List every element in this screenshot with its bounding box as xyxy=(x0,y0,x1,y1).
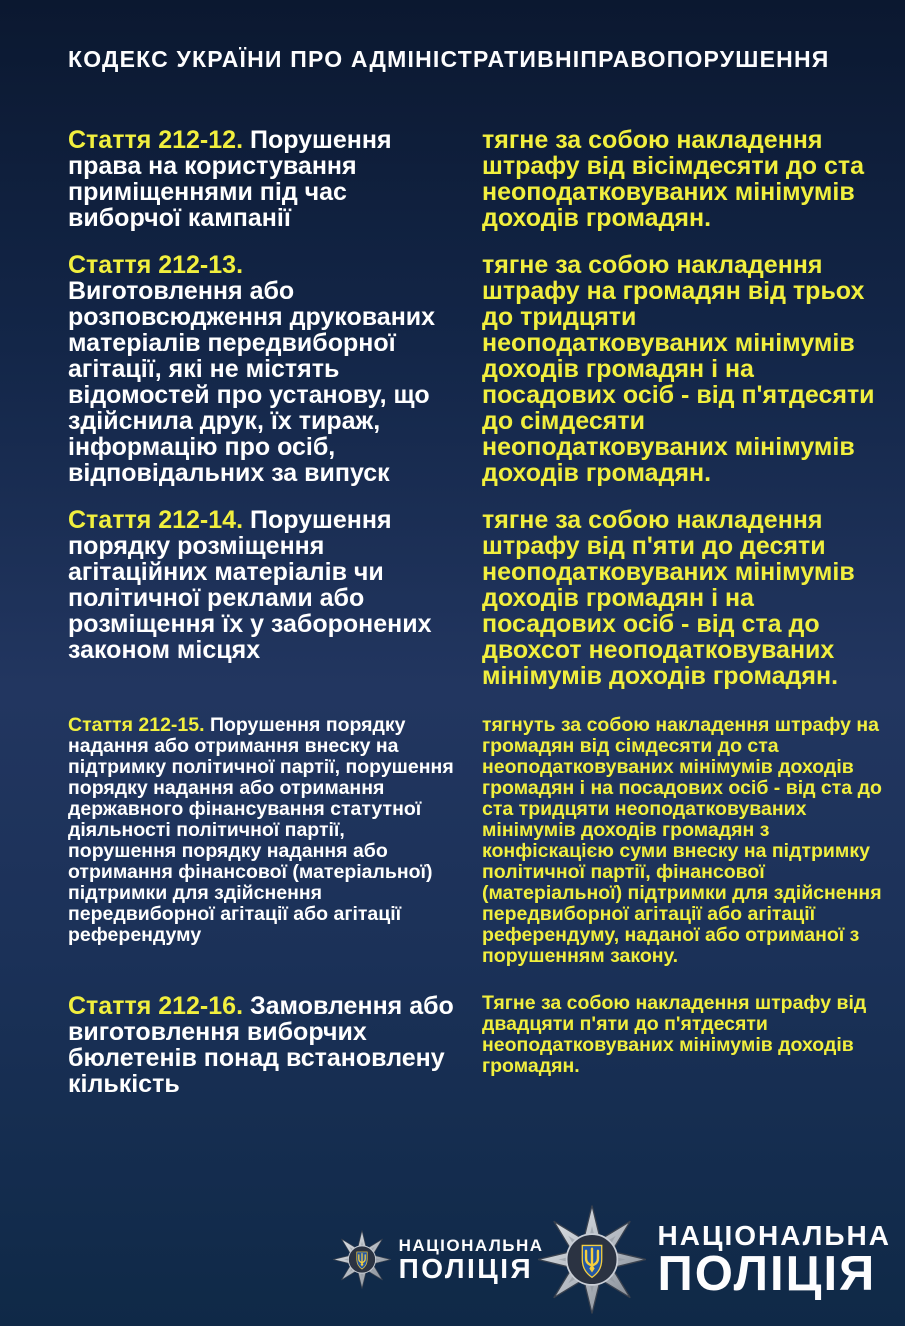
offense-212-13 xyxy=(68,252,456,486)
article-number: Стаття 212-16. xyxy=(68,992,244,1020)
police-badge-icon xyxy=(333,1229,391,1290)
offense-text: Порушення права на користування приміщеннями під час виборчої кампанії xyxy=(68,126,392,232)
article-row-212-13 xyxy=(68,252,883,486)
article-number: Стаття 212-12. xyxy=(68,126,244,154)
article-row-212-14 xyxy=(68,507,883,689)
article-row-212-16 xyxy=(68,993,883,1097)
penalty-212-15: тягнуть за собою накладення штрафу на громадян від сімдесяти до ста неоподатковуваних мінімумів доходів громадян і на посадових осіб - від ста до ста тридцяти неоподатковуваних мінімумів доходів громадян з конфіскацією суми внеску на підтримку політичної партії, фінансової (матеріальної) підтримки для здійснення передвиборної агітації або агітації референдуму, наданої або отриманої з порушенням закону. xyxy=(482,714,882,967)
footer xyxy=(0,1198,905,1326)
page-title: КОДЕКС УКРАЇНИ ПРО АДМІНІСТРАТИВНІПРАВОПОРУШЕННЯ xyxy=(68,46,830,72)
offense-212-15 xyxy=(68,715,456,967)
article-number: Стаття 212-15. xyxy=(68,714,205,736)
penalty-212-14: тягне за собою накладення штрафу від п'яти до десяти неоподатковуваних мінімумів доходів громадян і на посадових осіб - від ста до двохсот неоподатковуваних мінімумів доходів громадян. xyxy=(482,506,855,690)
article-number: Стаття 212-14. xyxy=(68,506,244,534)
offense-text: Замовлення або виготовлення виборчих бюлетенів понад встановлену кількість xyxy=(68,992,454,1098)
penalty-212-13: тягне за собою накладення штрафу на громадян від трьох до тридцяти неоподатковуваних мінімумів доходів громадян і на посадових осіб - від п'ятдесяти до сімдесяти неоподатковуваних мінімумів доходів громадян. xyxy=(482,251,875,487)
article-row-212-12 xyxy=(68,127,883,231)
police-logo-large xyxy=(538,1203,891,1316)
penalty-212-16: Тягне за собою накладення штрафу від двадцяти п'яти до п'ятдесяти неоподатковуваних мінімумів доходів громадян. xyxy=(482,992,867,1077)
offense-212-16 xyxy=(68,993,456,1097)
article-row-212-15 xyxy=(68,715,883,967)
penalty-212-12: тягне за собою накладення штрафу від вісімдесяти до ста неоподатковуваних мінімумів доходів громадян. xyxy=(482,126,865,232)
offense-text: Порушення порядку надання або отримання внеску на підтримку політичної партії, порушення порядку надання або отримання державного фінансування статутної діяльності політичної партії, порушення порядку надання або отримання фінансової (матеріальної) підтримки для здійснення передвиборної агітації або агітації референдуму xyxy=(68,714,454,946)
offense-text: Виготовлення або розповсюдження друкованих матеріалів передвиборної агітації, які не містять відомостей про установу, що здійснила друк, їх тираж, інформацію про осіб, відповідальних за випуск xyxy=(68,277,436,487)
articles-section xyxy=(68,127,883,1097)
offense-text: Порушення порядку розміщення агітаційних матеріалів чи політичної реклами або розміщення їх у заборонених законом місцях xyxy=(68,506,432,664)
poster xyxy=(0,46,905,1326)
logo-line-police: ПОЛІЦІЯ xyxy=(657,1246,877,1301)
police-logo-small xyxy=(333,1229,544,1290)
logo-line-national: НАЦІОНАЛЬНА xyxy=(398,1235,544,1255)
article-number: Стаття 212-13. xyxy=(68,251,244,279)
police-logo-large-text xyxy=(657,1219,891,1301)
police-logo-small-text xyxy=(399,1237,544,1282)
police-badge-icon xyxy=(538,1203,646,1316)
logo-line-national: НАЦІОНАЛЬНА xyxy=(657,1219,891,1251)
logo-line-police: ПОЛІЦІЯ xyxy=(398,1252,534,1284)
offense-212-14 xyxy=(68,507,456,689)
offense-212-12 xyxy=(68,127,456,231)
